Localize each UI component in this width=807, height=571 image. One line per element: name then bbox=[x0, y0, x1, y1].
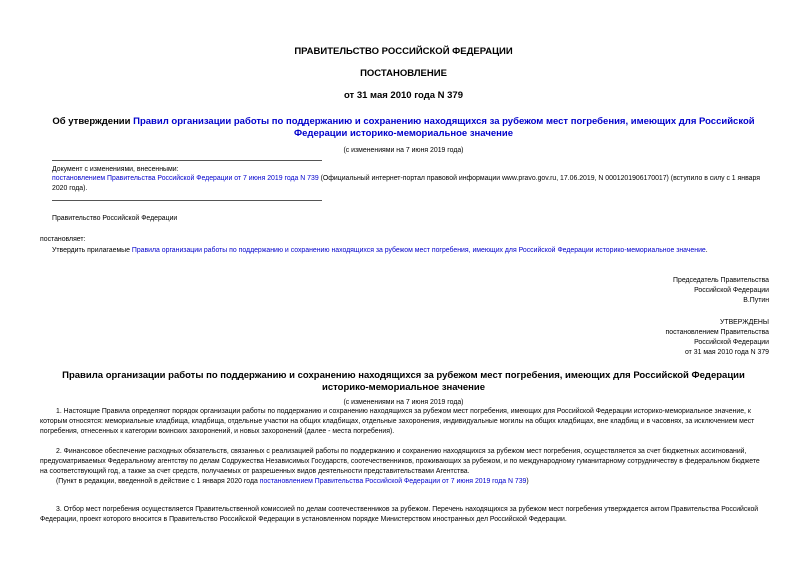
approved-line2: Российской Федерации bbox=[694, 339, 769, 346]
changes-rest: (Официальный интернет-портал правовой информации www.pravo.gov.ru, 17.06.2019, N 0001201906170017) (вступило в силу с 1 января 2020 года). bbox=[52, 175, 760, 192]
resolves: постановляет: bbox=[40, 236, 86, 243]
approved-line3: от 31 мая 2010 года N 379 bbox=[685, 349, 769, 356]
title-link[interactable]: Правил организации работы по поддержанию и сохранению находящихся за рубежом мест погребения, имеющих для Российской Федерации историко-мемориальное значение bbox=[133, 116, 755, 139]
p2-note-prefix: (Пункт в редакции, введенной в действие с 1 января 2020 года bbox=[56, 478, 260, 485]
title-prefix: Об утверждении bbox=[52, 116, 134, 127]
signature-name: В.Путин bbox=[743, 297, 769, 304]
rules-paragraph-2: 2. Финансовое обеспечение расходных обязательств, связанных с реализацией работы по поддержанию и сохранению находящихся за рубежом мест погребения, осуществляется за счет бюджетных ассигнований, предусматриваемых Федеральному агентству по делам Содружества Независимых Государств, соотечественников, проживающих за рубежом, и по международному гуманитарному сотрудничеству в федеральном бюджете на соответствующий год, а также за счет средств, получаемых от разрешенных видов деятельности представительствами Агентства. bbox=[40, 448, 760, 475]
document-title bbox=[40, 116, 767, 140]
changes-text bbox=[52, 174, 769, 194]
rules-paragraph-2-note bbox=[56, 477, 769, 487]
header-revision: (с изменениями на 7 июня 2019 года) bbox=[343, 147, 464, 154]
government-heading: ПРАВИТЕЛЬСТВО РОССИЙСКОЙ ФЕДЕРАЦИИ bbox=[294, 46, 513, 57]
rules-paragraph-3: 3. Отбор мест погребения осуществляется Правительственной комиссией по делам соотечественников за рубежом. Перечень находящихся за рубежом мест погребения утверждается актом Правительства Российской Федерации, проект которого вносится в Правительство Российской Федерации в установленном порядке Министерством иностранных дел Российской Федерации. bbox=[40, 506, 759, 523]
p2-note-link[interactable]: постановлением Правительства Российской Федерации от 7 июня 2019 года N 739 bbox=[259, 478, 527, 485]
approve-suffix: . bbox=[705, 247, 708, 254]
approve-link[interactable]: Правила организации работы по поддержанию и сохранению находящихся за рубежом мест погребения, имеющих для Российской Федерации историко-мемориальное значение bbox=[131, 247, 706, 254]
approved-block bbox=[666, 318, 770, 358]
divider-top bbox=[52, 160, 322, 161]
document-type: ПОСТАНОВЛЕНИЕ bbox=[360, 68, 447, 79]
changes-link[interactable]: постановлением Правительства Российской Федерации от 7 июня 2019 года N 739 bbox=[52, 175, 319, 182]
rules-revision: (с изменениями на 7 июня 2019 года) bbox=[343, 399, 464, 406]
approve-prefix: Утвердить прилагаемые bbox=[52, 247, 132, 254]
changes-intro: Документ с изменениями, внесенными: bbox=[52, 166, 179, 173]
signature-line2: Российской Федерации bbox=[694, 287, 769, 294]
signature-block bbox=[673, 276, 769, 306]
p2-note-suffix: ) bbox=[526, 478, 529, 485]
approved-word: УТВЕРЖДЕНЫ bbox=[720, 319, 769, 326]
approve-text bbox=[52, 246, 772, 256]
issuer: Правительство Российской Федерации bbox=[52, 215, 178, 222]
document-date-number: от 31 мая 2010 года N 379 bbox=[343, 90, 464, 101]
approved-line1: постановлением Правительства bbox=[665, 329, 769, 336]
rules-title: Правила организации работы по поддержанию и сохранению находящихся за рубежом мест погребения, имеющих для Российской Федерации историко-мемориальное значение bbox=[62, 370, 745, 393]
rules-paragraph-1: 1. Настоящие Правила определяют порядок организации работы по поддержанию и сохранению находящихся за рубежом мест погребения, имеющих для Российской Федерации историко-мемориальное значение, к которым относятся: мемориальные кладбища, кладбища, отдельные участки на общих кладбищах, отдельные захоронения, индивидуальные могилы на общих кладбищах, вне кладбищ и в часовнях, за исключением мест погребения, отнесенных к категории воинских захоронений, и новых захоронений (далее - места погребения). bbox=[40, 408, 755, 435]
signature-line1: Председатель Правительства bbox=[673, 277, 769, 284]
divider-bottom bbox=[52, 200, 322, 201]
